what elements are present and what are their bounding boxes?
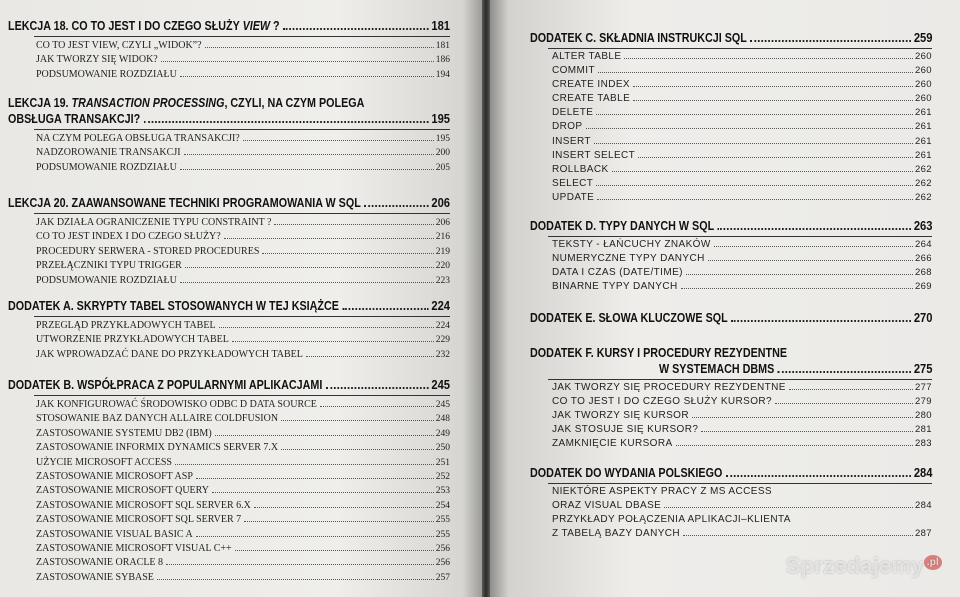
toc-entry xyxy=(552,149,932,163)
toc-entry-title: ZASTOSOWANIE MICROSOFT SQL SERVER 6.X xyxy=(36,499,251,511)
section-heading: DODATEK B. WSPÓŁPRACA Z POPULARNYMI APLIKACJAMI 245 xyxy=(8,377,451,392)
toc-entry xyxy=(552,252,932,266)
toc-entry-page: 223 xyxy=(435,275,450,286)
toc-entry-title: CO TO JEST INDEX I DO CZEGO SŁUŻY? xyxy=(36,231,221,243)
toc-entry-title: COMMIT xyxy=(552,65,595,77)
toc-entry-page: 206 xyxy=(435,218,450,228)
dot-leader xyxy=(789,389,913,390)
toc-entry xyxy=(552,120,932,134)
toc-entry xyxy=(36,571,450,585)
toc-entry xyxy=(36,398,450,412)
toc-entry-page: 219 xyxy=(435,246,450,257)
dot-leader xyxy=(676,445,913,446)
toc-entry xyxy=(36,216,450,230)
toc-entry-page: 232 xyxy=(435,349,450,360)
toc-entry-page: 261 xyxy=(914,135,932,147)
toc-entry-page: 245 xyxy=(435,400,450,410)
toc-entry-title: ZASTOSOWANIE MICROSOFT VISUAL C++ xyxy=(36,543,232,555)
toc-entry-title: ZASTOSOWANIE ORACLE 8 xyxy=(36,557,164,569)
toc-entry-title: ZASTOSOWANIE SYSTEMU DB2 (IBM) xyxy=(36,427,212,439)
toc-entry xyxy=(36,456,450,470)
toc-entry-title: UTWORZENIE PRZYKŁADOWYCH TABEL xyxy=(36,334,229,346)
toc-entry-title: NA CZYM POLEGA OBSŁUGA TRANSAKCJI? xyxy=(36,133,240,144)
toc-entry-title: ZAMKNIĘCIE KURSORA xyxy=(552,438,673,450)
toc-entry xyxy=(36,274,450,288)
toc-entry-page: 256 xyxy=(435,544,450,555)
dot-leader xyxy=(683,535,913,536)
dot-leader xyxy=(714,246,913,247)
toc-entry-title: PODSUMOWANIE ROZDZIAŁU xyxy=(36,161,177,173)
toc-section-dodatek-pl xyxy=(530,465,932,541)
section-page-number: 224 xyxy=(431,298,451,313)
toc-entry-title: JAK KONFIGUROWAĆ ŚRODOWISKO ODBC D DATA SOURCE xyxy=(36,399,317,410)
dot-leader xyxy=(320,406,434,407)
divider xyxy=(34,129,450,130)
toc-entry-title: DATA I CZAS (DATE/TIME) xyxy=(552,267,683,279)
toc-entry-title: ROLLBACK xyxy=(552,163,609,175)
dot-leader xyxy=(281,420,434,421)
toc-entry xyxy=(36,245,450,259)
toc-entry-page: 264 xyxy=(914,239,932,250)
dot-leader xyxy=(235,550,434,551)
section-heading: DODATEK A. SKRYPTY TABEL STOSOWANYCH W TEJ KSIĄŻCE 224 xyxy=(8,298,451,313)
toc-entry-page: 262 xyxy=(914,191,932,203)
toc-entry xyxy=(552,513,932,527)
toc-entry-page: 261 xyxy=(914,149,932,161)
book-gutter xyxy=(482,0,490,597)
toc-entry xyxy=(552,381,932,395)
dot-leader xyxy=(243,140,434,141)
dot-leader xyxy=(598,72,913,73)
dot-leader xyxy=(681,288,913,289)
dot-leader xyxy=(596,185,913,186)
toc-entry-page: 284 xyxy=(914,500,932,512)
toc-entry xyxy=(552,423,932,437)
toc-entry-title: STOSOWANIE BAZ DANYCH ALLAIRE COLDFUSION xyxy=(36,413,279,425)
divider xyxy=(548,236,932,237)
toc-entry xyxy=(552,78,932,92)
toc-entry-title: INSERT xyxy=(552,135,591,147)
toc-entry-title: ALTER TABLE xyxy=(552,51,622,62)
dot-leader xyxy=(624,58,913,59)
toc-entry-title: JAK WPROWADZAĆ DANE DO PRZYKŁADOWYCH TABEL xyxy=(36,348,303,360)
dot-leader xyxy=(224,238,434,239)
toc-entry xyxy=(552,395,932,409)
toc-entry-title: NUMERYCZNE TYPY DANYCH xyxy=(552,253,705,265)
toc-entry xyxy=(36,427,450,441)
toc-entry-title: PRZEGLĄD PRZYKŁADOWYCH TABEL xyxy=(36,320,216,331)
toc-entry-page: 260 xyxy=(914,51,932,62)
toc-entry-page: 249 xyxy=(435,428,450,439)
divider xyxy=(34,395,450,396)
section-page-number: 195 xyxy=(431,111,451,126)
toc-entry-title: CO TO JEST I DO CZEGO SŁUŻY KURSOR? xyxy=(552,396,772,408)
toc-entry-page: 268 xyxy=(914,267,932,279)
toc-entry xyxy=(552,485,932,499)
toc-entry xyxy=(36,68,450,82)
toc-entry xyxy=(552,135,932,149)
toc-entry-page: 248 xyxy=(435,414,450,425)
toc-entry-title: ZASTOSOWANIE VISUAL BASIC A xyxy=(36,528,193,540)
toc-entry-title: DROP xyxy=(552,121,583,133)
section-heading: DODATEK E. SŁOWA KLUCZOWE SQL 270 xyxy=(530,310,933,325)
dot-leader xyxy=(166,564,434,565)
toc-entry xyxy=(552,527,932,541)
section-heading: LEKCJA 19. TRANSACTION PROCESSING, CZYLI, NA CZYM POLEGA OBSŁUGA TRANSAKCJI? 195 xyxy=(8,96,451,126)
toc-entry xyxy=(36,146,450,160)
toc-entry-title: UŻYCIE MICROSOFT ACCESS xyxy=(36,456,172,468)
dot-leader xyxy=(215,435,434,436)
toc-entry xyxy=(36,542,450,556)
toc-section-dodatek-a xyxy=(8,298,450,362)
toc-entry xyxy=(36,132,450,146)
section-page-number: 284 xyxy=(913,465,933,480)
toc-entry xyxy=(36,348,450,362)
toc-entry xyxy=(36,161,450,175)
section-heading: LEKCJA 18. CO TO JEST I DO CZEGO SŁUŻY VIEW ? 181 xyxy=(8,18,451,33)
dot-leader xyxy=(633,100,913,101)
toc-entry-title: JAK DZIAŁA OGRANICZENIE TYPU CONSTRAINT ? xyxy=(36,217,272,228)
dot-leader xyxy=(262,253,433,254)
dot-leader xyxy=(633,86,913,87)
toc-entry-title: UPDATE xyxy=(552,191,595,203)
section-page-number: 270 xyxy=(913,310,933,325)
toc-entry xyxy=(36,259,450,273)
toc-entry-page: 251 xyxy=(435,457,450,468)
toc-entry-title: JAK TWORZY SIĘ KURSOR xyxy=(552,410,689,422)
toc-entry-title: ZASTOSOWANIE INFORMIX DYNAMICS SERVER 7.X xyxy=(36,442,279,454)
toc-entry-page: 260 xyxy=(914,65,932,77)
toc-entry-title: ZASTOSOWANIE SYBASE xyxy=(36,571,154,583)
dot-leader xyxy=(232,341,434,342)
dot-leader xyxy=(161,61,434,62)
toc-entry xyxy=(552,106,932,120)
toc-entry xyxy=(36,484,450,498)
divider xyxy=(34,213,450,214)
toc-section-lekcja-18 xyxy=(8,18,450,82)
toc-entry xyxy=(552,280,932,294)
dot-leader xyxy=(219,327,434,328)
toc-entry-title: ZASTOSOWANIE MICROSOFT ASP xyxy=(36,471,193,483)
toc-entry-title: NADZOROWANIE TRANSAKCJI xyxy=(36,147,181,159)
dot-leader xyxy=(586,128,913,129)
dot-leader xyxy=(692,417,913,418)
right-page xyxy=(490,0,960,597)
dot-leader xyxy=(196,536,434,537)
toc-entry-page: 260 xyxy=(914,93,932,105)
toc-entry-page: 261 xyxy=(914,107,932,119)
divider xyxy=(548,379,932,380)
toc-entry-page: 229 xyxy=(435,335,450,346)
toc-section-dodatek-c xyxy=(530,30,932,205)
toc-entry xyxy=(552,437,932,451)
toc-section-dodatek-b xyxy=(8,377,450,585)
section-page-number: 206 xyxy=(431,195,451,210)
dot-leader xyxy=(274,224,433,225)
toc-entry-page: 281 xyxy=(914,424,932,436)
dot-leader xyxy=(594,143,913,144)
toc-entry-title: JAK TWORZY SIĘ WIDOK? xyxy=(36,54,158,66)
toc-entry-title: SELECT xyxy=(552,177,594,189)
divider xyxy=(34,316,450,317)
toc-entry xyxy=(36,412,450,426)
dot-leader xyxy=(612,171,913,172)
toc-entry-title: ZASTOSOWANIE MICROSOFT SQL SERVER 7 xyxy=(36,514,242,526)
divider xyxy=(548,48,932,49)
dot-leader xyxy=(180,76,434,77)
section-page-number: 259 xyxy=(913,30,933,45)
toc-entry xyxy=(36,470,450,484)
toc-entry-title: PODSUMOWANIE ROZDZIAŁU xyxy=(36,68,177,80)
toc-entry xyxy=(36,499,450,513)
toc-entry xyxy=(36,39,450,53)
toc-entry-page: 255 xyxy=(435,515,450,526)
toc-entry-title: CREATE TABLE xyxy=(552,93,631,105)
dot-leader xyxy=(775,403,913,404)
toc-entry xyxy=(36,230,450,244)
toc-entry-page: 250 xyxy=(435,443,450,454)
toc-entry xyxy=(36,528,450,542)
toc-entry-title: Z TABELĄ BAZY DANYCH xyxy=(552,528,681,540)
dot-leader xyxy=(244,521,434,522)
toc-entry-title: PRZEŁĄCZNIKI TYPU TRIGGER xyxy=(36,260,182,272)
toc-entry-page: 277 xyxy=(914,382,932,393)
toc-section-dodatek-e xyxy=(530,310,932,326)
toc-entry-page: 200 xyxy=(435,148,450,159)
dot-leader xyxy=(638,157,913,158)
toc-entry-title: ZASTOSOWANIE MICROSOFT QUERY xyxy=(36,485,209,497)
toc-entry-title: PRZYKŁADY POŁĄCZENIA APLIKACJI–KLIENTA xyxy=(552,514,791,526)
toc-entry-page: 186 xyxy=(435,55,450,66)
dot-leader xyxy=(664,507,913,508)
toc-entry-page: 262 xyxy=(914,177,932,189)
section-heading: DODATEK F. KURSY I PROCEDURY REZYDENTNE W SYSTEMACH DBMS 275 xyxy=(530,346,933,376)
dot-leader xyxy=(180,282,434,283)
dot-leader xyxy=(596,114,913,115)
toc-entry xyxy=(36,441,450,455)
toc-entry-page: 255 xyxy=(435,529,450,540)
toc-entry-page: 181 xyxy=(435,41,450,51)
toc-entry-title: NIEKTÓRE ASPEKTY PRACY Z MS ACCESS xyxy=(552,486,772,497)
toc-entry xyxy=(36,513,450,527)
section-heading: DODATEK C. SKŁADNIA INSTRUKCJI SQL 259 xyxy=(530,30,933,45)
dot-leader xyxy=(212,492,434,493)
toc-entry-title: PROCEDURY SERWERA - STORED PROCEDURES xyxy=(36,245,260,257)
section-heading: DODATEK DO WYDANIA POLSKIEGO 284 xyxy=(530,465,933,480)
toc-entry-title: TEKSTY - ŁAŃCUCHY ZNAKÓW xyxy=(552,239,711,250)
toc-entry xyxy=(552,64,932,78)
toc-entry xyxy=(36,53,450,67)
section-page-number: 263 xyxy=(913,218,933,233)
toc-entry-page: 256 xyxy=(435,558,450,569)
toc-entry-page: 269 xyxy=(914,281,932,293)
toc-entry-title: BINARNE TYPY DANYCH xyxy=(552,281,678,293)
dot-leader xyxy=(306,356,434,357)
dot-leader xyxy=(175,464,434,465)
divider xyxy=(548,483,932,484)
toc-entry xyxy=(36,333,450,347)
dot-leader xyxy=(254,507,434,508)
section-page-number: 181 xyxy=(431,18,451,33)
toc-entry-page: 261 xyxy=(914,121,932,133)
toc-entry-title: CO TO JEST VIEW, CZYLI „WIDOK”? xyxy=(36,40,202,51)
dot-leader xyxy=(708,260,913,261)
dot-leader xyxy=(281,449,434,450)
section-heading: LEKCJA 20. ZAAWANSOWANE TECHNIKI PROGRAMOWANIA W SQL 206 xyxy=(8,195,451,210)
section-heading: DODATEK D. TYPY DANYCH W SQL 263 xyxy=(530,218,933,233)
toc-entry xyxy=(552,499,932,513)
section-page-number: 245 xyxy=(431,377,451,392)
toc-entry xyxy=(552,191,932,205)
toc-entry-page: 224 xyxy=(435,321,450,331)
section-page-number: 275 xyxy=(913,361,933,376)
toc-entry-title: ORAZ VISUAL DBASE xyxy=(552,500,662,512)
dot-leader xyxy=(185,267,434,268)
toc-entry-page: 283 xyxy=(914,438,932,450)
dot-leader xyxy=(701,431,913,432)
toc-entry xyxy=(552,50,932,64)
toc-entry-page: 254 xyxy=(435,500,450,511)
dot-leader xyxy=(205,47,434,48)
toc-section-dodatek-f xyxy=(530,346,932,451)
toc-entry-page: 252 xyxy=(435,472,450,483)
toc-entry xyxy=(552,92,932,106)
dot-leader xyxy=(686,274,913,275)
dot-leader xyxy=(597,199,913,200)
toc-entry-title: JAK STOSUJE SIĘ KURSOR? xyxy=(552,424,699,436)
toc-entry-page: 266 xyxy=(914,253,932,265)
toc-section-dodatek-d xyxy=(530,218,932,294)
toc-entry-page: 262 xyxy=(914,163,932,175)
toc-entry xyxy=(36,319,450,333)
toc-entry-page: 194 xyxy=(435,69,450,80)
dot-leader xyxy=(196,478,434,479)
toc-entry-page: 279 xyxy=(914,396,932,408)
toc-entry-title: PODSUMOWANIE ROZDZIAŁU xyxy=(36,274,177,286)
toc-entry xyxy=(552,163,932,177)
toc-entry-page: 287 xyxy=(914,528,932,540)
toc-entry-title: JAK TWORZY SIĘ PROCEDURY REZYDENTNE xyxy=(552,382,786,393)
toc-entry-page: 220 xyxy=(435,261,450,272)
toc-section-lekcja-20 xyxy=(8,195,450,288)
toc-entry-title: INSERT SELECT xyxy=(552,149,636,161)
toc-entry-page: 205 xyxy=(435,162,450,173)
toc-entry-page: 195 xyxy=(435,134,450,144)
dot-leader xyxy=(184,154,434,155)
toc-entry xyxy=(552,266,932,280)
toc-entry xyxy=(36,556,450,570)
toc-entry-title: DELETE xyxy=(552,107,594,119)
dot-leader xyxy=(157,579,434,580)
toc-entry-page: 260 xyxy=(914,79,932,91)
toc-entry xyxy=(552,177,932,191)
toc-entry-page: 280 xyxy=(914,410,932,422)
toc-section-lekcja-19 xyxy=(8,96,450,175)
toc-entry-page: 216 xyxy=(435,232,450,243)
toc-entry-title: CREATE INDEX xyxy=(552,79,630,91)
dot-leader xyxy=(180,169,434,170)
watermark-logo: Sprzedajemy $^{.pl}$ xyxy=(786,553,942,579)
toc-entry-page: 253 xyxy=(435,486,450,497)
divider xyxy=(34,36,450,37)
toc-entry xyxy=(552,409,932,423)
toc-entry xyxy=(552,238,932,252)
toc-entry-page: 257 xyxy=(435,572,450,583)
